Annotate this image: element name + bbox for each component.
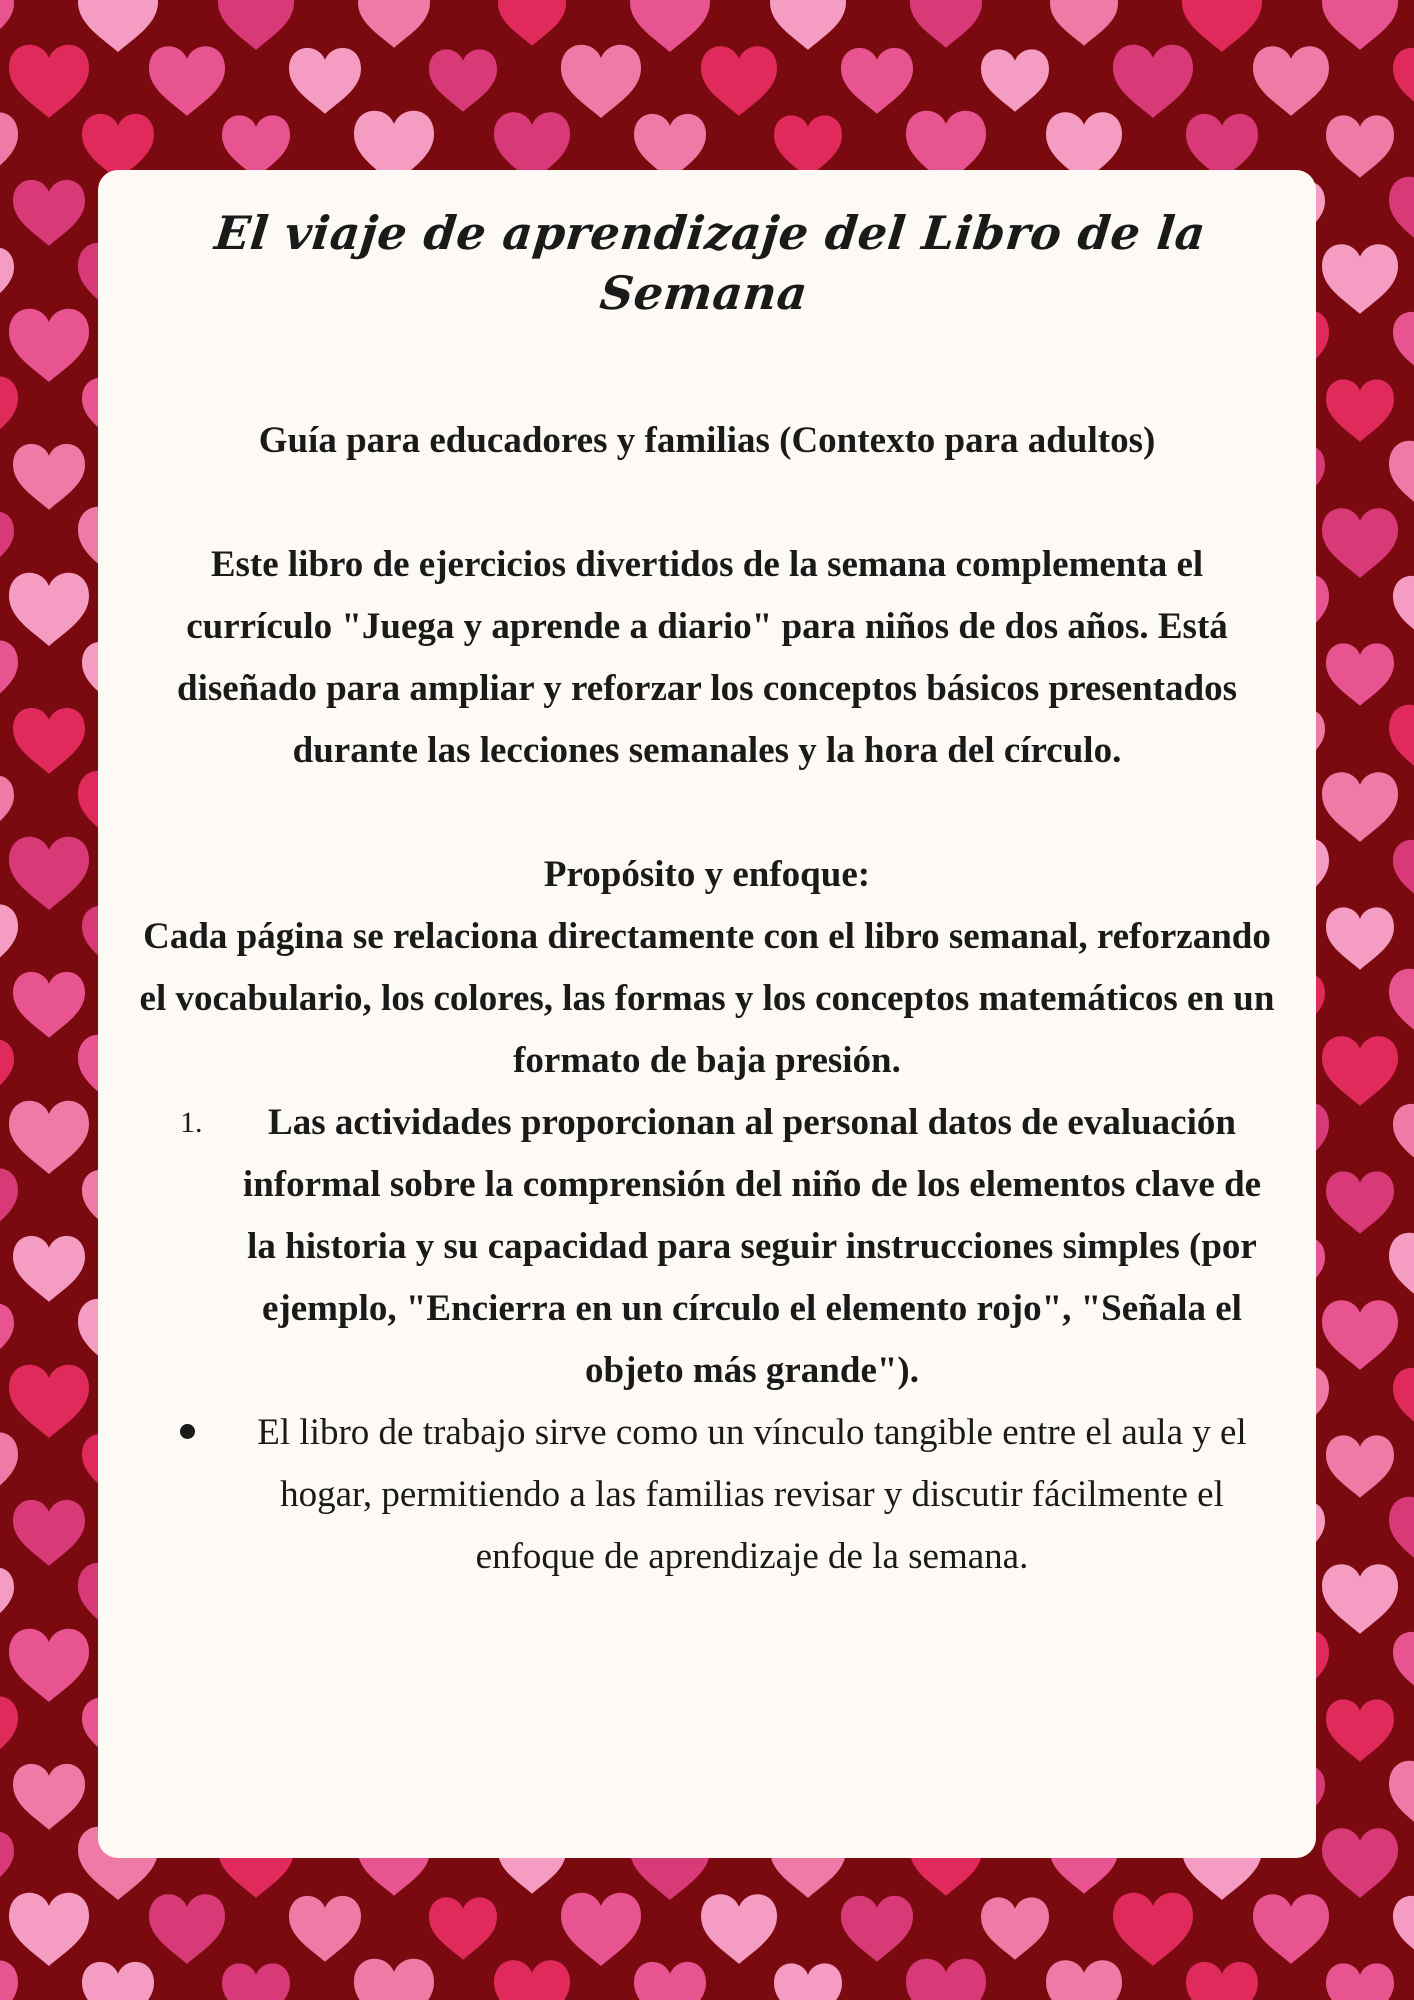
heart-icon — [1326, 643, 1394, 705]
heart-icon — [1322, 1564, 1398, 1634]
heart-icon — [1326, 1699, 1394, 1761]
heart-icon — [222, 1963, 290, 2000]
heart-icon — [561, 1893, 641, 1966]
heart-icon — [1322, 1300, 1398, 1370]
heart-icon — [289, 48, 361, 114]
heart-icon — [1393, 840, 1414, 906]
purpose-heading: Propósito y enfoque: — [543, 853, 871, 895]
heart-icon — [701, 46, 777, 116]
heart-icon — [1393, 576, 1414, 642]
bullet-list-item — [138, 1402, 1276, 1588]
heart-icon — [354, 1959, 434, 2000]
heart-icon — [1322, 1036, 1398, 1106]
heart-icon — [1046, 1960, 1122, 2000]
heart-icon — [1389, 1233, 1414, 1306]
heart-icon — [149, 46, 225, 116]
heart-icon — [13, 972, 85, 1038]
heart-icon — [0, 775, 14, 837]
intro-paragraph: Este libro de ejercicios divertidos de la semana complementa el currículo "Juega y aprende a diario" para niños de dos años. Está diseñado para ampliar y reforzar los conceptos básicos presentados durante las lecciones semanales y la hora del círculo. — [177, 543, 1237, 771]
heart-icon — [774, 115, 842, 177]
heart-icon — [1322, 772, 1398, 842]
heart-icon — [1253, 46, 1329, 116]
heart-icon — [13, 1236, 85, 1302]
heart-icon — [774, 1963, 842, 2000]
heart-icon — [0, 640, 18, 710]
heart-icon — [494, 1960, 570, 2000]
heart-icon — [498, 0, 566, 46]
heart-icon — [13, 1764, 85, 1830]
heart-icon — [0, 1831, 14, 1893]
heart-icon — [0, 1168, 18, 1238]
heart-icon — [78, 0, 158, 52]
heart-icon — [1326, 1435, 1394, 1497]
heart-icon — [1393, 48, 1414, 114]
numbered-item-text: Las actividades proporcionan al personal datos de evaluación informal sobre la comprensión del niño de los elementos clave de la historia y su capacidad para seguir instrucciones simples (por ejemplo, "Encierra en un círculo el elemento rojo", "Señala el objeto más grande"). — [242, 1101, 1262, 1391]
heart-icon — [1393, 1104, 1414, 1170]
heart-icon — [1182, 0, 1262, 52]
heart-icon — [429, 1897, 497, 1959]
heart-icon — [9, 45, 89, 118]
heart-icon — [1393, 312, 1414, 378]
heart-icon — [13, 180, 85, 246]
heart-icon — [9, 1629, 89, 1702]
heart-icon — [701, 1894, 777, 1964]
heart-icon — [9, 573, 89, 646]
heart-icon — [841, 48, 913, 114]
heart-icon — [1389, 705, 1414, 778]
heart-icon — [770, 0, 846, 50]
heart-icon — [1389, 441, 1414, 514]
heart-icon — [1389, 969, 1414, 1042]
heart-icon — [1113, 1893, 1193, 1966]
heart-icon — [910, 0, 982, 48]
heart-icon — [222, 115, 290, 177]
heart-icon — [906, 1959, 986, 2000]
heart-icon — [1326, 907, 1394, 969]
heart-icon — [1322, 244, 1398, 314]
heart-icon — [0, 1039, 14, 1101]
heart-icon — [9, 1101, 89, 1174]
purpose-paragraph: Cada página se relaciona directamente con el libro semanal, reforzando el vocabulario, los colores, las formas y los conceptos matemáticos en un formato de baja presión. — [139, 915, 1275, 1081]
heart-icon — [0, 1960, 18, 2000]
heart-icon — [0, 1696, 18, 1766]
content-card — [98, 170, 1316, 1858]
heart-icon — [1389, 1497, 1414, 1570]
heart-icon — [1393, 1896, 1414, 1962]
heart-icon — [1393, 1632, 1414, 1698]
heart-icon — [1322, 1828, 1398, 1898]
heart-icon — [1113, 45, 1193, 118]
heart-icon — [1186, 1962, 1258, 2000]
heart-icon — [1326, 115, 1394, 177]
heart-icon — [630, 0, 710, 52]
heart-icon — [841, 1896, 913, 1962]
heart-icon — [1322, 508, 1398, 578]
numbered-list-item — [138, 1092, 1276, 1402]
heart-icon — [9, 1893, 89, 1966]
heart-icon — [0, 511, 14, 573]
heart-icon — [218, 0, 294, 50]
heart-icon — [9, 309, 89, 382]
heart-icon — [13, 1500, 85, 1566]
page-title: El viaje de aprendizaje del Libro de la Semana — [212, 206, 1209, 320]
heart-icon — [9, 837, 89, 910]
heart-icon — [0, 0, 14, 46]
heart-icon — [0, 247, 14, 309]
heart-icon — [1326, 1171, 1394, 1233]
heart-icon — [0, 1432, 18, 1502]
heart-icon — [358, 0, 430, 48]
heart-icon — [634, 1962, 706, 2000]
heart-icon — [1389, 1761, 1414, 1834]
list-number: 1. — [180, 1105, 203, 1139]
heart-icon — [0, 1303, 14, 1365]
heart-icon — [1050, 0, 1118, 46]
subtitle: Guía para educadores y familias (Contexto para adultos) — [258, 419, 1156, 461]
heart-icon — [13, 708, 85, 774]
heart-icon — [561, 45, 641, 118]
heart-icon — [981, 49, 1049, 111]
heart-icon — [82, 1962, 154, 2000]
heart-icon — [9, 1365, 89, 1438]
heart-icon — [289, 1896, 361, 1962]
heart-icon — [1326, 1963, 1394, 2000]
heart-icon — [0, 904, 18, 974]
heart-icon — [1389, 177, 1414, 250]
bullet-icon — [180, 1424, 195, 1439]
heart-icon — [0, 376, 18, 446]
bullet-item-text: El libro de trabajo sirve como un vínculo tangible entre el aula y el hogar, permitiendo a las familias revisar y discutir fácilmente el enfoque de aprendizaje de la semana. — [257, 1411, 1247, 1577]
heart-icon — [0, 112, 18, 182]
heart-icon — [1326, 379, 1394, 441]
heart-icon — [1253, 1894, 1329, 1964]
heart-icon — [1322, 0, 1398, 50]
heart-icon — [13, 444, 85, 510]
heart-icon — [429, 49, 497, 111]
heart-icon — [1393, 1368, 1414, 1434]
heart-icon — [149, 1894, 225, 1964]
heart-icon — [0, 1567, 14, 1629]
heart-icon — [981, 1897, 1049, 1959]
